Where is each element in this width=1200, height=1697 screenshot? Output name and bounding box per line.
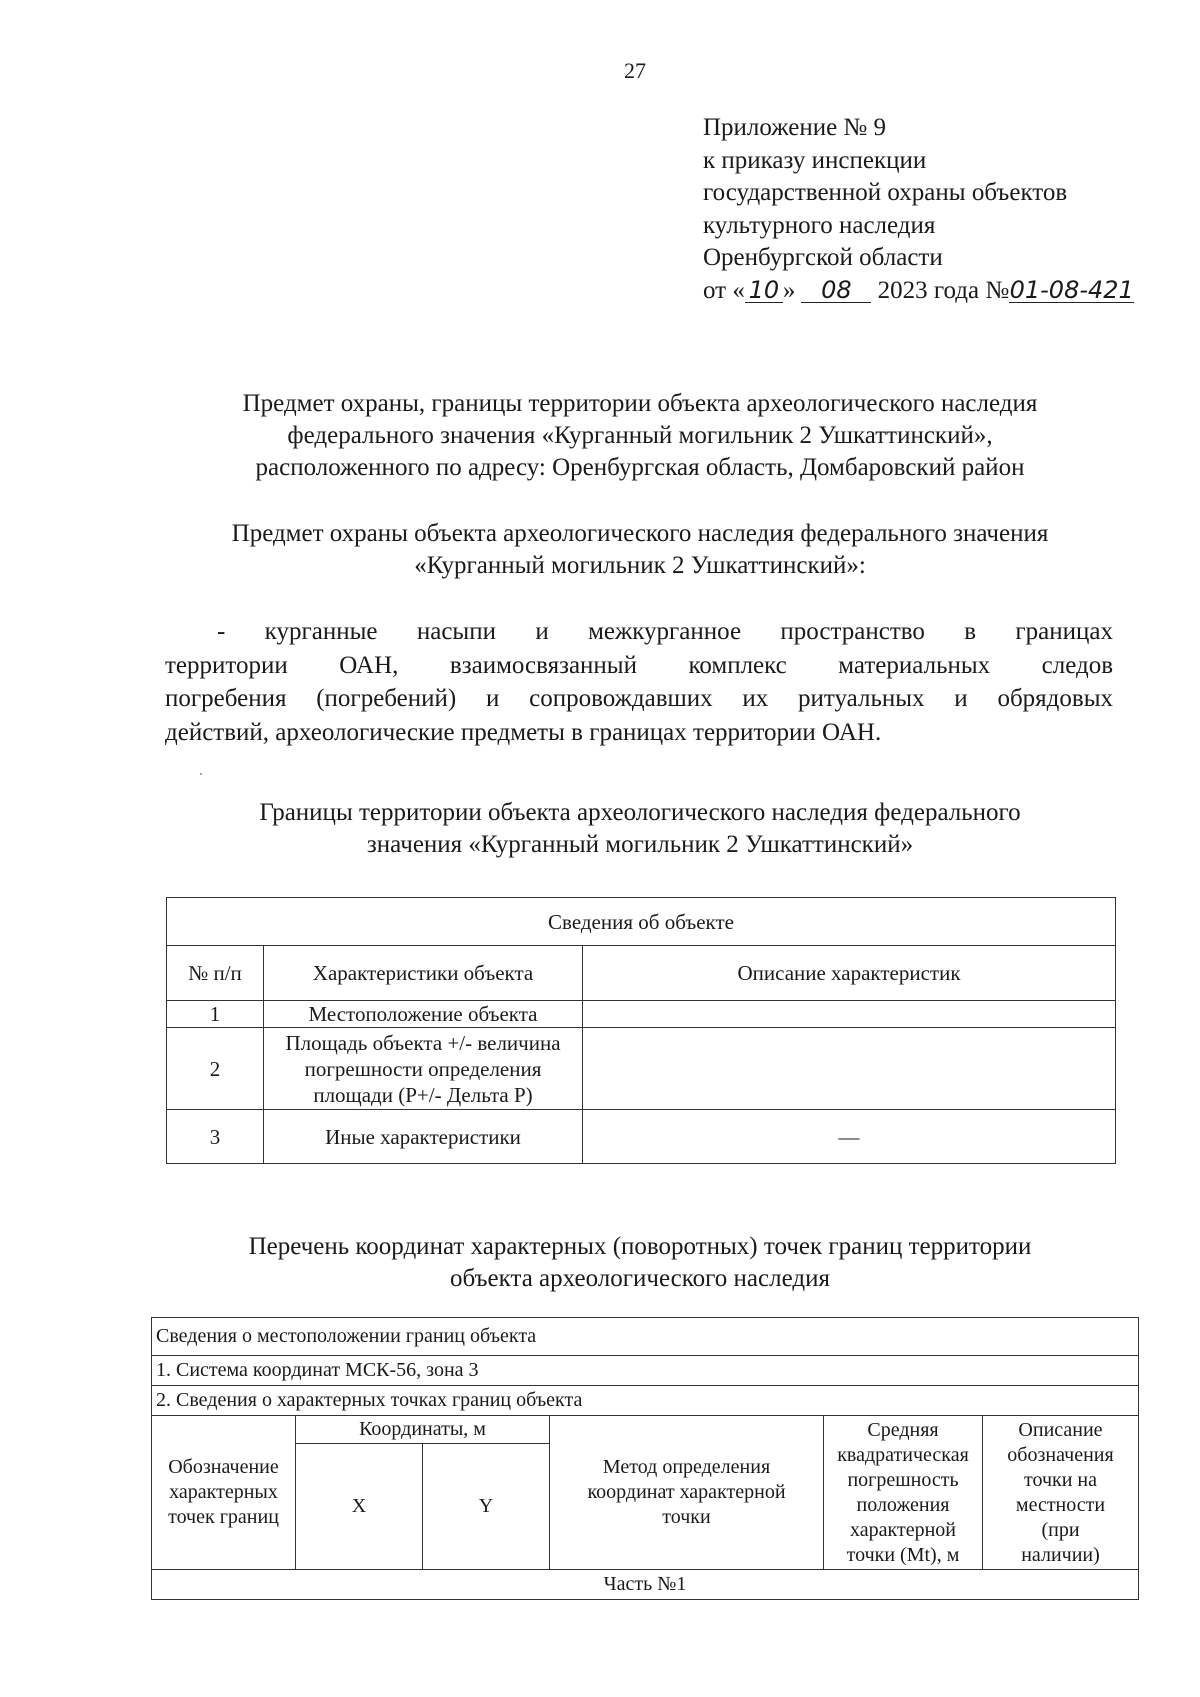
cell-line: точки на: [1023, 1468, 1098, 1491]
cell-line: местности: [1015, 1493, 1106, 1516]
date-mid: »: [782, 276, 796, 304]
row-number: 2: [167, 1028, 264, 1110]
heading-line: расположенного по адресу: Оренбургская область, Домбаровский район: [255, 454, 1025, 481]
col-method: [550, 1416, 824, 1570]
paragraph-line: территории ОАН, взаимосвязанный комплекс материальных следов: [165, 651, 1113, 679]
col-designation: [152, 1416, 296, 1570]
row-characteristic: [264, 1028, 583, 1110]
heading-protection-borders: [160, 388, 1120, 484]
row-description: —: [583, 1110, 1116, 1164]
cell-line: Средняя: [867, 1418, 939, 1441]
heading-line: значения «Курганный могильник 2 Ушкаттинский»: [366, 831, 914, 858]
row-number: 3: [167, 1110, 264, 1164]
coordinates-table: [151, 1317, 1139, 1600]
cell-line: точки: [662, 1506, 711, 1528]
row-description: [583, 1028, 1116, 1110]
cell-line: обозначения: [1007, 1443, 1114, 1466]
heading-protection-subject: [160, 518, 1120, 582]
heading-line: Перечень координат характерных (поворотных) точек границ территории: [248, 1233, 1032, 1260]
cell-line: Площадь объекта +/- величина: [285, 1030, 561, 1055]
heading-line: федерального значения «Курганный могильник 2 Ушкаттинский»,: [287, 422, 993, 449]
coordinate-system-row: 1. Система координат МСК-56, зона 3: [152, 1356, 1139, 1386]
header-number: № п/п: [167, 946, 264, 1001]
appendix-line: Оренбургской области: [703, 244, 943, 271]
cell-line: Метод определения: [602, 1456, 771, 1478]
cell-line: наличии): [1021, 1543, 1100, 1566]
appendix-line: государственной охраны объектов: [703, 179, 1068, 206]
cell-line: погрешность: [847, 1468, 959, 1491]
handwritten-month: 08: [801, 278, 871, 303]
page-number: 27: [624, 58, 646, 83]
col-coordinates: Координаты, м: [296, 1416, 550, 1444]
header-characteristic: Характеристики объекта: [264, 946, 583, 1001]
row-characteristic: Местоположение объекта: [264, 1001, 583, 1028]
cell-line: точек границ: [168, 1506, 279, 1528]
heading-line: Предмет охраны объекта археологического наследия федерального значения: [231, 520, 1049, 547]
characteristic-points-row: 2. Сведения о характерных точках границ объекта: [152, 1386, 1139, 1416]
date-year: 2023 года №: [877, 276, 1010, 304]
part-row: Часть №1: [152, 1570, 1139, 1600]
date-prefix: от «: [703, 276, 745, 304]
heading-territory-borders: [160, 797, 1120, 861]
cell-line: (при: [1041, 1518, 1080, 1541]
heading-line: Предмет охраны, границы территории объекта археологического наследия: [242, 390, 1038, 417]
object-table-caption: Сведения об объекте: [167, 898, 1116, 946]
header-description: Описание характеристик: [583, 946, 1116, 1001]
col-point-description: [983, 1416, 1139, 1570]
heading-line: объекта археологического наследия: [450, 1265, 830, 1292]
cell-line: характерной: [850, 1518, 956, 1541]
col-y: Y: [423, 1444, 550, 1570]
cell-line: площади (P+/- Дельта P): [313, 1082, 533, 1107]
handwritten-order-number: 01-08-421: [1009, 275, 1134, 304]
appendix-line: Приложение № 9: [703, 114, 887, 141]
scan-speck: [200, 773, 202, 775]
paragraph-line: действий, археологические предметы в границах территории ОАН.: [165, 718, 882, 746]
heading-line: «Курганный могильник 2 Ушкаттинский»:: [414, 552, 866, 579]
cell-line: положения: [856, 1493, 950, 1516]
object-info-table: [166, 897, 1116, 1164]
cell-line: точки (Mt), м: [846, 1543, 960, 1566]
row-characteristic: Иные характеристики: [264, 1110, 583, 1164]
paragraph-line: - курганные насыпи и межкурганное пространство в границах: [217, 618, 1113, 645]
cell-line: квадратическая: [837, 1443, 969, 1466]
handwritten-day: 10: [745, 278, 783, 303]
col-mean-error: [824, 1416, 983, 1570]
cell-line: координат характерной: [587, 1481, 786, 1503]
appendix-line: к приказу инспекции: [703, 146, 927, 174]
heading-line: Границы территории объекта археологического наследия федерального: [259, 799, 1021, 826]
location-row: Сведения о местоположении границ объекта: [152, 1318, 1139, 1356]
protection-subject-paragraph: [165, 615, 1113, 749]
appendix-line: культурного наследия: [703, 211, 936, 239]
row-number: 1: [167, 1001, 264, 1028]
row-description: [583, 1001, 1116, 1028]
heading-coordinates-list: [160, 1231, 1120, 1295]
appendix-date-line: [703, 275, 1134, 308]
paragraph-line: погребения (погребений) и сопровождавших их ритуальных и обрядовых: [165, 685, 1113, 712]
cell-line: характерных: [169, 1481, 278, 1503]
cell-line: Обозначение: [168, 1456, 279, 1478]
col-x: X: [296, 1444, 423, 1570]
appendix-block: [703, 112, 1134, 307]
cell-line: Описание: [1018, 1418, 1103, 1441]
cell-line: погрешности определения: [304, 1056, 542, 1081]
